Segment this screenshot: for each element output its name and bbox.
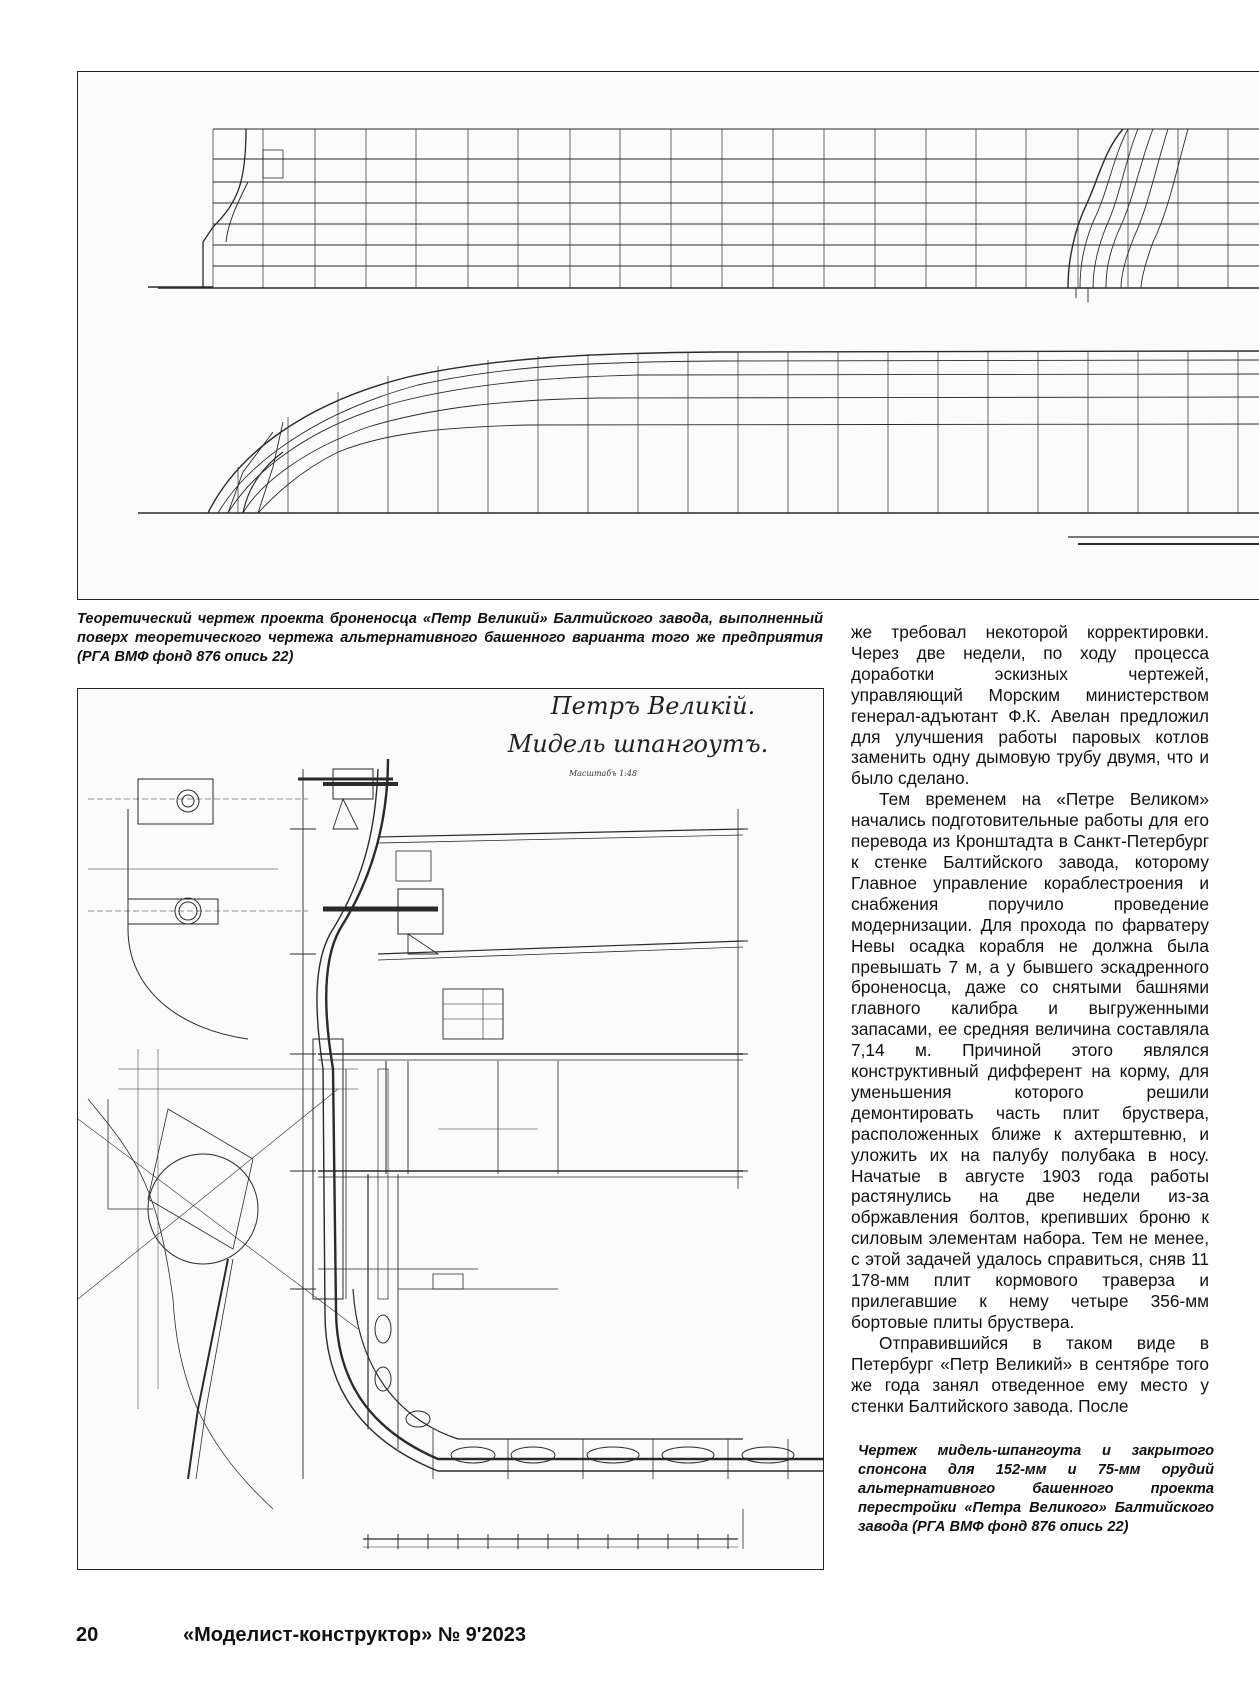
- article-paragraph-1: же требовал некоторой корректировки. Через две недели, по ходу процесса доработки эскизных чертежей, управляющий Морским министерством генерал-адъютант Ф.К. Авелан предложил для улучшения работы паровых котлов заменить одну дымовую трубу двумя, что и было сделано.: [851, 622, 1209, 789]
- dimension-scale: [290, 769, 316, 1479]
- page-number: 20: [76, 1624, 99, 1646]
- article-paragraph-2: Тем временем на «Петре Великом» начались подготовительные работы для его перевода из Кронштадта в Санкт-Петербург к стенке Балтийского завода, которому Главное управление кораблестроения и снабжения поручило проведение модернизации. Для прохода по фарватеру Невы осадка корабля не должна была превышать 7 м, а у бывшего эскадренного броненосца, даже со снятыми башнями главного калибра и выгруженными запасами, ее средняя величина составляла 7,14 м. Причиной этого являлся конструктивный дифферент на корму, для уменьшения которого решили демонтировать часть плит бруствера, расположенных ближе к ахтерштевню, и уложить их на палубу полубака в носу. Начатые в августе 1903 года работы растянулись на две недели из-за обржавления болтов, крепивших броню к силовым элементам набора. Тем не менее, с этой задачей удалось справиться, сняв 11 178-мм плит кормового траверза и прилегавшие к нему четыре 356-мм бортовые плиты бруствера.: [851, 789, 1209, 1332]
- top-figure-lines-drawing: [77, 71, 1259, 600]
- deck-lines: [298, 779, 748, 1269]
- article-paragraph-3: Отправившийся в таком виде в Петербург «Петр Великий» в сентябре того же года занял отведенное ему место у стенки Балтийского завода. После: [851, 1332, 1209, 1416]
- profile-view: [148, 129, 1259, 302]
- journal-title: «Моделист-конструктор» № 9'2023: [183, 1624, 527, 1646]
- lines-drawing-svg: [78, 72, 1259, 599]
- turret-plan-detail: [78, 1049, 358, 1509]
- drawing-scale-note: Масштабъ 1:48: [568, 769, 638, 778]
- article-body: [851, 622, 1209, 1416]
- gun-port-detail: [88, 779, 308, 1039]
- top-figure-caption: Теоретический чертеж проекта броненосца «Петр Великий» Балтийского завода, выполненный поверх теоретического чертежа альтернативного башенного варианта того же предприятия (РГА ВМФ фонд 876 опись 22): [77, 611, 823, 665]
- midship-section-figure: [77, 688, 824, 1570]
- bottom-scale-bar: [363, 1509, 743, 1549]
- midship-section-svg: [78, 689, 823, 1569]
- drawing-title-line2: Мидель шпангоутъ.: [507, 730, 769, 758]
- drawing-title-line1: Петръ Великiй.: [550, 692, 756, 720]
- hull-section: [313, 759, 823, 1479]
- midship-figure-caption: Чертеж мидель-шпангоута и закрытого спонсона для 152-мм и 75-мм орудий альтернативного башенного проекта перестройки «Петра Великого» Балтийского завода (РГА ВМФ фонд 876 опись 22): [858, 1443, 1214, 1535]
- half-breadth-plan: [138, 351, 1259, 544]
